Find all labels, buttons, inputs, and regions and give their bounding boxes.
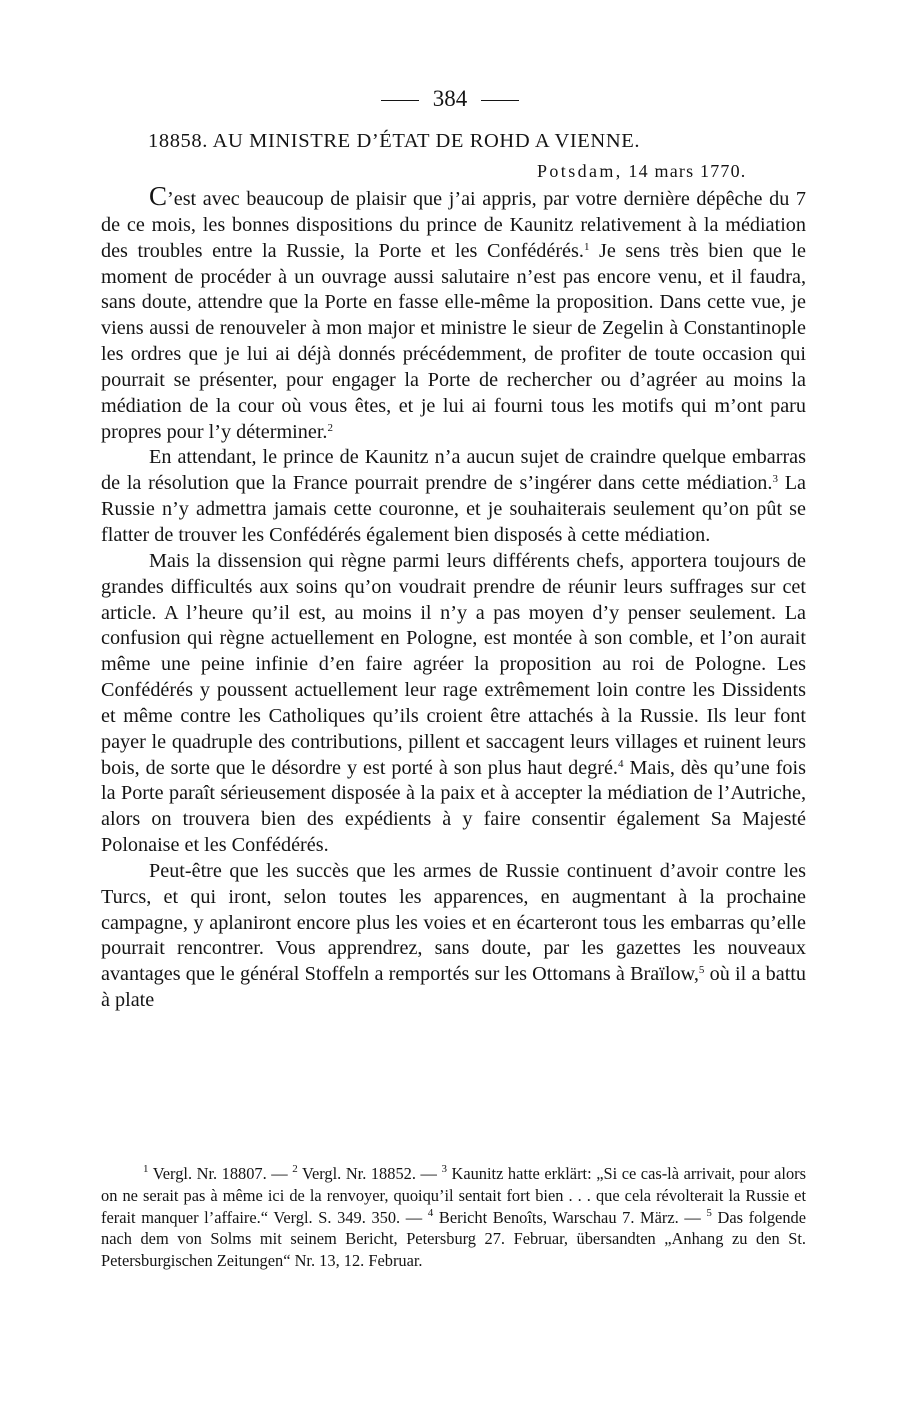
footnote-3-text: Kaunitz hatte erklärt: „Si ce cas-là arrivait, pour alors on ne serait pas à même ici de la renvoyer, quoiqu’il sentait fort bien . . . que cela révolterait la Russie et ferait manquer l’affaire.“ Vergl. S. 349. 350. — [101,1164,806,1227]
paragraph-3-text-a: Mais la dissension qui règne parmi leurs différents chefs, apportera toujours de grandes difficultés aux soins qu’on voudrait prendre de réunir leurs suffrages sur cet article. A l’heure qu’il est, au moins il n’y a pas moyen d’y penser seulement. La confusion qui règne actuellement en Pologne, est montée à son comble, et l’on aurait même une peine infinie d’en faire agréer la proposition au roi de Pologne. Les Confédérés y poussent actuellement leur rage extrêmement loin contre les Dissidents et même contre les Catholiques qu’ils croient être attachés à la Russie. Ils leur font payer le quadruple des contributions, pillent et saccagent leurs villages et ruinent leurs bois, de sorte que le désordre y est porté à son plus haut degré. [101,549,806,779]
footnote-ref-1: 1 [583,240,590,253]
footnote-1-text: Vergl. Nr. 18807. — [148,1164,293,1183]
footnotes [101,1163,806,1272]
paragraph-1-text-b: Je sens très bien que le moment de procéder à un ouvrage aussi salutaire n’est pas encore venu, et il faudra, sans doute, attendre que la Porte en fasse elle-même la proposition. Dans cette vue, je viens aussi de renouveler à mon major et ministre le sieur de Zegelin à Constantinople les ordres que je lui ai déjà donnés précédemment, de profiter de toute occasion qui pourrait se présenter, pour engager la Porte de rechercher ou d’agréer au moins la médiation de la cour où vous êtes, et je lui ai fourni tous les motifs qui m’ont paru propres pour l’y déterminer. [101,239,806,443]
footnote-ref-3: 3 [772,473,778,486]
letter-date: 14 mars 1770. [628,161,747,181]
letter-number: 18858. [148,130,208,152]
footnote-ref-2: 2 [327,421,333,434]
header-dash-left [381,100,419,101]
page-header [0,86,900,112]
footnote-3-marker: 3 [441,1163,447,1175]
footnote-4-text: Bericht Benoîts, Warschau 7. März. — [433,1207,707,1227]
footnote-ref-5: 5 [698,964,705,977]
drop-cap: C [149,181,168,211]
footnote-4-marker: 4 [427,1206,434,1219]
footnote-2-marker: 2 [292,1163,298,1175]
paragraph-4-text-a: Peut-être que les succès que les armes de Russie continuent d’avoir contre les Turcs, et qui iront, selon toutes les apparences, en augmentant à la prochaine campagne, y aplaniront encore plus les voies et en écarteront tous les embarras qu’elle pourrait rencontrer. Vous apprendrez, sans doute, par les gazettes les nouveaux avantages que le général Stoffeln a remportés sur les Ottomans à Braïlow, [101,859,806,986]
letter-body [101,181,807,1014]
paragraph-1-text-a: ’est avec beaucoup de plaisir que j’ai appris, par votre dernière dépêche du 7 de ce mois, les bonnes dispositions du prince de Kaunitz relativement à la médiation des troubles entre la Russie, la Porte et les Confédérés. [101,188,806,262]
footnote-5-marker: 5 [706,1206,712,1219]
paragraph-3 [101,549,806,859]
footnote-ref-4: 4 [617,757,624,770]
footnote-2-text: Vergl. Nr. 18852. — [297,1164,442,1183]
footnotes-text [101,1163,806,1272]
letter-place: Potsdam, [537,161,623,181]
paragraph-4-text-b: où il a battu à plate [101,963,807,1012]
letter-dateline [537,161,747,182]
header-dash-right [481,100,519,101]
footnote-1-marker: 1 [143,1163,149,1175]
paragraph-2-text-b: La Russie n’y admettra jamais cette couronne, et je souhaiterais seulement qu’on pût se flatter de trouver les Confédérés également bien disposés à cette médiation. [101,472,806,546]
letter-title [148,130,640,153]
paragraph-3-text-b: Mais, dès qu’une fois la Porte paraît sérieusement disposée à la paix et à accepter la médiation de l’Autriche, alors on trouvera bien des expédients à y faire consentir également Sa Majesté Polonaise et les Confédérés. [101,756,806,857]
paragraph-2-text-a: En attendant, le prince de Kaunitz n’a aucun sujet de craindre quelque embarras de la résolution que la France pourrait prendre de s’ingérer dans cette médiation. [101,446,806,495]
paragraph-2 [101,445,806,548]
letter-heading: AU MINISTRE D’ÉTAT DE ROHD A VIENNE. [212,130,641,152]
page-number: 384 [432,86,468,111]
paragraph-4 [101,859,806,1014]
footnote-5-text: Das folgende nach dem von Solms mit seinem Bericht, Petersburg 27. Februar, übersandten „Anhang zu den St. Petersburgischen Zeitungen“ Nr. 13, 12. Februar. [101,1207,806,1271]
paragraph-1 [101,181,806,445]
